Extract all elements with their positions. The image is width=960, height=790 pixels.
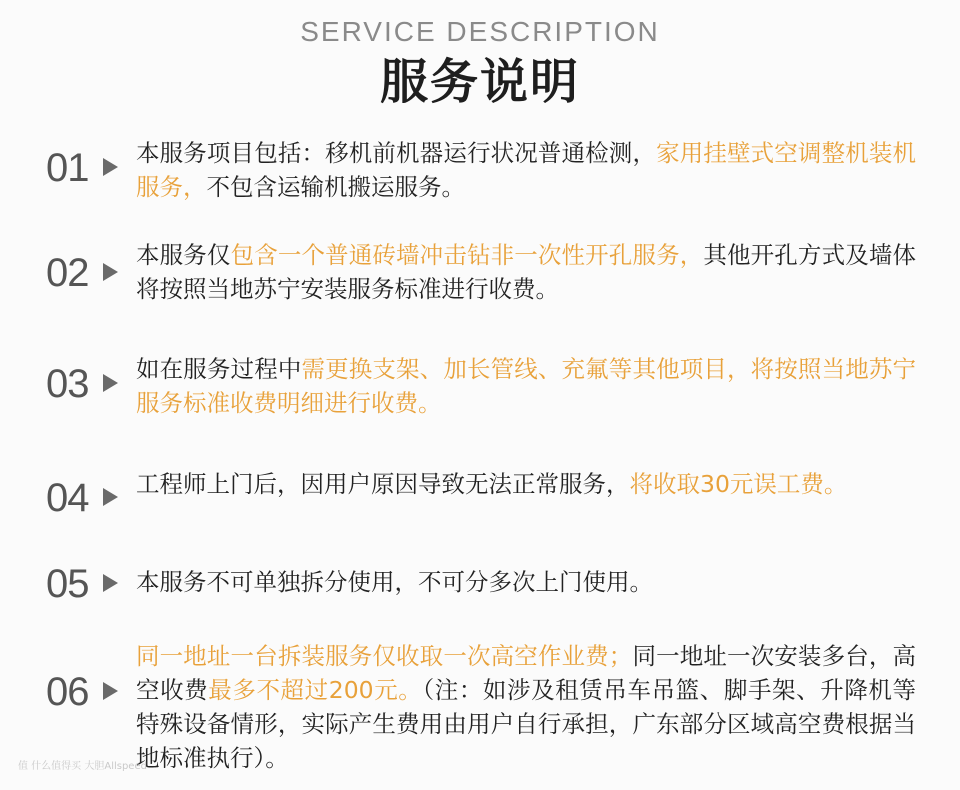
item-text-part: 其他开孔方式及墙体将按照当地苏宁安装服务标准进行收费。 [136, 241, 916, 303]
item-text-part: 本服务仅 [136, 241, 231, 269]
item-number: 03 [46, 362, 89, 406]
title-zh: 服务说明 [379, 54, 580, 110]
play-arrow-icon [103, 263, 118, 281]
item-text-part: 本服务项目包括：移机前机器运行状况普通检测， [136, 139, 657, 167]
item-text-part: （注：如涉及租赁吊车吊篮、脚手架、升降机等特殊设备情形，实际产生费用由用户自行承担，广东部分区域高空费根据当地标准执行）。 [136, 676, 917, 772]
item-number: 02 [46, 251, 89, 295]
item-text-part: 不包含运输机搬运服务。 [206, 173, 465, 201]
play-arrow-icon [103, 682, 118, 700]
item-text [136, 639, 916, 775]
title-en: SERVICE DESCRIPTION [300, 16, 660, 47]
item-text [136, 136, 916, 204]
item-text-part: 工程师上门后，因用户原因导致无法正常服务， [136, 470, 630, 498]
item-text-highlight: 家用挂壁式空调整机装机服务， [136, 139, 916, 201]
item-text-highlight: 需更换支架、加长管线、充氟等其他项目，将按照当地苏宁服务标准收费明细进行收费。 [136, 355, 916, 417]
item-text [136, 352, 916, 420]
item-text-highlight: 同一地址一台拆装服务仅收取一次高空作业费； [136, 642, 633, 670]
item-text-highlight: 包含一个普通砖墙冲击钻非一次性开孔服务， [230, 241, 704, 269]
watermark: 值 什么值得买 大胆Allspeed [18, 761, 147, 772]
item-number: 06 [46, 670, 89, 714]
item-text [136, 467, 916, 501]
item-text-part: 同一地址一次安装多台，高空收费 [136, 642, 916, 704]
item-number: 01 [46, 146, 89, 190]
play-arrow-icon [103, 488, 118, 506]
item-text-part: 本服务不可单独拆分使用，不可分多次上门使用。 [136, 568, 653, 596]
item-number: 05 [46, 562, 89, 606]
item-text-highlight: 将收取30元误工费。 [629, 470, 848, 498]
play-arrow-icon [103, 158, 118, 176]
header [0, 14, 960, 112]
item-text-part: 如在服务过程中 [136, 355, 302, 383]
item-text [136, 565, 916, 599]
play-arrow-icon [103, 374, 118, 392]
item-text-highlight: 最多不超过200元。 [208, 676, 423, 704]
item-text [136, 238, 916, 306]
item-number: 04 [46, 476, 89, 520]
play-arrow-icon [103, 574, 118, 592]
